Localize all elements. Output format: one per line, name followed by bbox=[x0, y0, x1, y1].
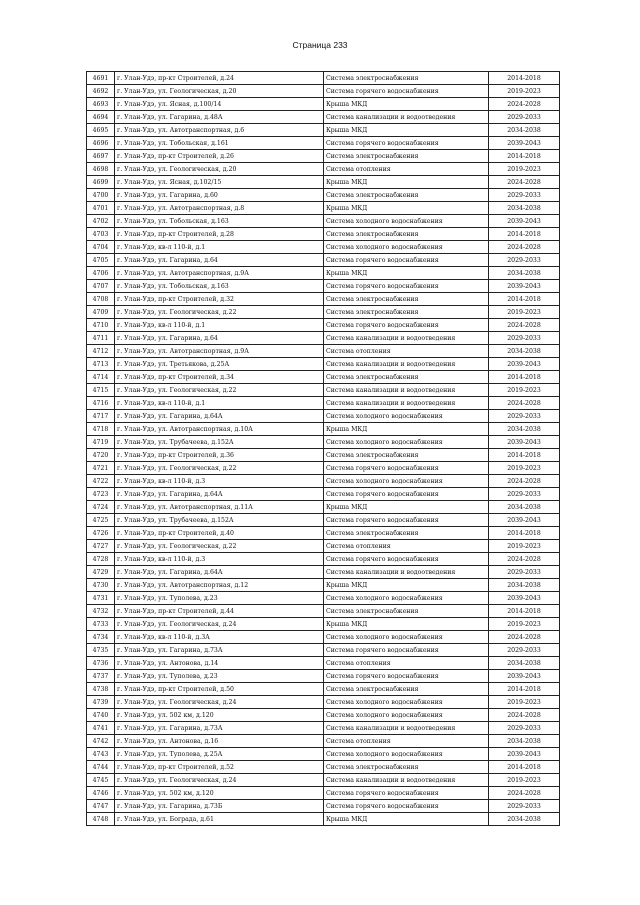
system-cell: Система холодного водоснабжения bbox=[324, 709, 489, 722]
address-cell: г. Улан-Удэ, пр-кт Строителей, д.52 bbox=[115, 761, 324, 774]
table-row bbox=[87, 150, 560, 163]
period-cell: 2019-2023 bbox=[489, 384, 560, 397]
address-cell: г. Улан-Удэ, ул. Тобольская, д.163 bbox=[115, 215, 324, 228]
table-row bbox=[87, 735, 560, 748]
row-number-cell: 4716 bbox=[87, 397, 115, 410]
address-cell: г. Улан-Удэ, ул. Автотранспортная, д.9А bbox=[115, 267, 324, 280]
table-row bbox=[87, 189, 560, 202]
table-row bbox=[87, 592, 560, 605]
period-cell: 2024-2028 bbox=[489, 397, 560, 410]
period-cell: 2039-2043 bbox=[489, 280, 560, 293]
row-number-cell: 4709 bbox=[87, 306, 115, 319]
row-number-cell: 4695 bbox=[87, 124, 115, 137]
system-cell: Крыша МКД bbox=[324, 98, 489, 111]
period-cell: 2029-2033 bbox=[489, 189, 560, 202]
address-cell: г. Улан-Удэ, пр-кт Строителей, д.44 bbox=[115, 605, 324, 618]
period-cell: 2029-2033 bbox=[489, 488, 560, 501]
address-cell: г. Улан-Удэ, ул. Геологическая, д.22 bbox=[115, 540, 324, 553]
address-cell: г. Улан-Удэ, ул. Автотранспортная, д.10А bbox=[115, 423, 324, 436]
row-number-cell: 4691 bbox=[87, 72, 115, 85]
row-number-cell: 4707 bbox=[87, 280, 115, 293]
table-row bbox=[87, 527, 560, 540]
system-cell: Система канализации и водоотведения bbox=[324, 384, 489, 397]
address-cell: г. Улан-Удэ, ул. Геологическая, д.24 bbox=[115, 696, 324, 709]
table-row bbox=[87, 722, 560, 735]
period-cell: 2024-2028 bbox=[489, 631, 560, 644]
period-cell: 2034-2038 bbox=[489, 501, 560, 514]
address-cell: г. Улан-Удэ, ул. 502 км, д.120 bbox=[115, 787, 324, 800]
system-cell: Система горячего водоснабжения bbox=[324, 254, 489, 267]
system-cell: Система электроснабжения bbox=[324, 605, 489, 618]
row-number-cell: 4737 bbox=[87, 670, 115, 683]
address-cell: г. Улан-Удэ, ул. Третьякова, д.25А bbox=[115, 358, 324, 371]
period-cell: 2019-2023 bbox=[489, 85, 560, 98]
row-number-cell: 4706 bbox=[87, 267, 115, 280]
table-row bbox=[87, 540, 560, 553]
system-cell: Крыша МКД bbox=[324, 813, 489, 826]
row-number-cell: 4739 bbox=[87, 696, 115, 709]
table-row bbox=[87, 449, 560, 462]
table-row bbox=[87, 72, 560, 85]
system-cell: Крыша МКД bbox=[324, 423, 489, 436]
address-cell: г. Улан-Удэ, пр-кт Строителей, д.36 bbox=[115, 449, 324, 462]
table-row bbox=[87, 670, 560, 683]
row-number-cell: 4745 bbox=[87, 774, 115, 787]
table-row bbox=[87, 813, 560, 826]
period-cell: 2019-2023 bbox=[489, 540, 560, 553]
table-row bbox=[87, 774, 560, 787]
period-cell: 2039-2043 bbox=[489, 592, 560, 605]
table-row bbox=[87, 800, 560, 813]
table-row bbox=[87, 566, 560, 579]
system-cell: Система отопления bbox=[324, 345, 489, 358]
row-number-cell: 4742 bbox=[87, 735, 115, 748]
address-cell: г. Улан-Удэ, ул. Автотранспортная, д.8 bbox=[115, 202, 324, 215]
system-cell: Система канализации и водоотведения bbox=[324, 332, 489, 345]
address-cell: г. Улан-Удэ, ул. Трубачеева, д.152А bbox=[115, 436, 324, 449]
row-number-cell: 4747 bbox=[87, 800, 115, 813]
system-cell: Система горячего водоснабжения bbox=[324, 800, 489, 813]
address-cell: г. Улан-Удэ, ул. Геологическая, д.20 bbox=[115, 85, 324, 98]
table-row bbox=[87, 462, 560, 475]
period-cell: 2034-2038 bbox=[489, 124, 560, 137]
table-row bbox=[87, 787, 560, 800]
system-cell: Крыша МКД bbox=[324, 579, 489, 592]
address-cell: г. Улан-Удэ, ул. Гагарина, д.48А bbox=[115, 111, 324, 124]
period-cell: 2039-2043 bbox=[489, 748, 560, 761]
period-cell: 2034-2038 bbox=[489, 579, 560, 592]
table-row bbox=[87, 631, 560, 644]
period-cell: 2024-2028 bbox=[489, 319, 560, 332]
table-row bbox=[87, 332, 560, 345]
table-row bbox=[87, 488, 560, 501]
row-number-cell: 4705 bbox=[87, 254, 115, 267]
table-row bbox=[87, 514, 560, 527]
period-cell: 2034-2038 bbox=[489, 423, 560, 436]
system-cell: Система электроснабжения bbox=[324, 228, 489, 241]
address-cell: г. Улан-Удэ, ул. Автотранспортная, д.9А bbox=[115, 345, 324, 358]
address-cell: г. Улан-Удэ, ул. Трубачеева, д.152А bbox=[115, 514, 324, 527]
system-cell: Система горячего водоснабжения bbox=[324, 514, 489, 527]
table-row bbox=[87, 761, 560, 774]
period-cell: 2029-2033 bbox=[489, 566, 560, 579]
row-number-cell: 4722 bbox=[87, 475, 115, 488]
table-row bbox=[87, 98, 560, 111]
row-number-cell: 4701 bbox=[87, 202, 115, 215]
row-number-cell: 4713 bbox=[87, 358, 115, 371]
table-row bbox=[87, 202, 560, 215]
system-cell: Система холодного водоснабжения bbox=[324, 241, 489, 254]
table-row bbox=[87, 657, 560, 670]
system-cell: Система холодного водоснабжения bbox=[324, 748, 489, 761]
row-number-cell: 4718 bbox=[87, 423, 115, 436]
period-cell: 2014-2018 bbox=[489, 293, 560, 306]
system-cell: Система отопления bbox=[324, 540, 489, 553]
address-cell: г. Улан-Удэ, ул. Гагарина, д.73Б bbox=[115, 800, 324, 813]
table-row bbox=[87, 423, 560, 436]
system-cell: Система горячего водоснабжения bbox=[324, 319, 489, 332]
system-cell: Система электроснабжения bbox=[324, 761, 489, 774]
system-cell: Система электроснабжения bbox=[324, 449, 489, 462]
address-cell: г. Улан-Удэ, ул. Геологическая, д.24 bbox=[115, 618, 324, 631]
address-cell: г. Улан-Удэ, ул. Автотранспортная, д.11А bbox=[115, 501, 324, 514]
period-cell: 2034-2038 bbox=[489, 267, 560, 280]
table-row bbox=[87, 254, 560, 267]
address-cell: г. Улан-Удэ, ул. 502 км, д.120 bbox=[115, 709, 324, 722]
address-cell: г. Улан-Удэ, ул. Геологическая, д.22 bbox=[115, 462, 324, 475]
row-number-cell: 4697 bbox=[87, 150, 115, 163]
table-row bbox=[87, 293, 560, 306]
row-number-cell: 4714 bbox=[87, 371, 115, 384]
address-cell: г. Улан-Удэ, ул. Гагарина, д.64А bbox=[115, 566, 324, 579]
period-cell: 2014-2018 bbox=[489, 150, 560, 163]
period-cell: 2024-2028 bbox=[489, 553, 560, 566]
address-cell: г. Улан-Удэ, ул. Гагарина, д.73А bbox=[115, 722, 324, 735]
table-row bbox=[87, 436, 560, 449]
row-number-cell: 4729 bbox=[87, 566, 115, 579]
system-cell: Система канализации и водоотведения bbox=[324, 566, 489, 579]
row-number-cell: 4694 bbox=[87, 111, 115, 124]
table-row bbox=[87, 618, 560, 631]
registry-table bbox=[86, 71, 560, 826]
address-cell: г. Улан-Удэ, ул. Антонова, д.16 bbox=[115, 735, 324, 748]
system-cell: Система холодного водоснабжения bbox=[324, 475, 489, 488]
address-cell: г. Улан-Удэ, пр-кт Строителей, д.50 bbox=[115, 683, 324, 696]
period-cell: 2024-2028 bbox=[489, 241, 560, 254]
period-cell: 2024-2028 bbox=[489, 787, 560, 800]
row-number-cell: 4731 bbox=[87, 592, 115, 605]
system-cell: Система горячего водоснабжения bbox=[324, 85, 489, 98]
system-cell: Крыша МКД bbox=[324, 267, 489, 280]
period-cell: 2039-2043 bbox=[489, 514, 560, 527]
period-cell: 2034-2038 bbox=[489, 735, 560, 748]
period-cell: 2019-2023 bbox=[489, 163, 560, 176]
system-cell: Система электроснабжения bbox=[324, 527, 489, 540]
address-cell: г. Улан-Удэ, кв-л 110-й, д.3А bbox=[115, 631, 324, 644]
address-cell: г. Улан-Удэ, ул. Гагарина, д.64А bbox=[115, 488, 324, 501]
period-cell: 2014-2018 bbox=[489, 371, 560, 384]
system-cell: Система горячего водоснабжения bbox=[324, 787, 489, 800]
row-number-cell: 4736 bbox=[87, 657, 115, 670]
address-cell: г. Улан-Удэ, ул. Геологическая, д.24 bbox=[115, 774, 324, 787]
address-cell: г. Улан-Удэ, ул. Гагарина, д.64 bbox=[115, 332, 324, 345]
period-cell: 2029-2033 bbox=[489, 332, 560, 345]
period-cell: 2034-2038 bbox=[489, 202, 560, 215]
address-cell: г. Улан-Удэ, пр-кт Строителей, д.34 bbox=[115, 371, 324, 384]
table-row bbox=[87, 748, 560, 761]
address-cell: г. Улан-Удэ, ул. Геологическая, д.20 bbox=[115, 163, 324, 176]
row-number-cell: 4711 bbox=[87, 332, 115, 345]
table-row bbox=[87, 696, 560, 709]
address-cell: г. Улан-Удэ, ул. Ясная, д.102/15 bbox=[115, 176, 324, 189]
table-row bbox=[87, 371, 560, 384]
table-row bbox=[87, 176, 560, 189]
period-cell: 2029-2033 bbox=[489, 800, 560, 813]
system-cell: Система канализации и водоотведения bbox=[324, 397, 489, 410]
row-number-cell: 4696 bbox=[87, 137, 115, 150]
period-cell: 2039-2043 bbox=[489, 436, 560, 449]
row-number-cell: 4702 bbox=[87, 215, 115, 228]
table-row bbox=[87, 163, 560, 176]
period-cell: 2039-2043 bbox=[489, 358, 560, 371]
period-cell: 2014-2018 bbox=[489, 527, 560, 540]
system-cell: Крыша МКД bbox=[324, 501, 489, 514]
table-row bbox=[87, 384, 560, 397]
system-cell: Система канализации и водоотведения bbox=[324, 722, 489, 735]
system-cell: Система отопления bbox=[324, 735, 489, 748]
row-number-cell: 4733 bbox=[87, 618, 115, 631]
address-cell: г. Улан-Удэ, пр-кт Строителей, д.40 bbox=[115, 527, 324, 540]
address-cell: г. Улан-Удэ, ул. Гагарина, д.73А bbox=[115, 644, 324, 657]
row-number-cell: 4724 bbox=[87, 501, 115, 514]
address-cell: г. Улан-Удэ, ул. Гагарина, д.64А bbox=[115, 410, 324, 423]
row-number-cell: 4721 bbox=[87, 462, 115, 475]
row-number-cell: 4748 bbox=[87, 813, 115, 826]
period-cell: 2024-2028 bbox=[489, 709, 560, 722]
table-row bbox=[87, 85, 560, 98]
row-number-cell: 4735 bbox=[87, 644, 115, 657]
row-number-cell: 4744 bbox=[87, 761, 115, 774]
address-cell: г. Улан-Удэ, ул. Бограда, д.61 bbox=[115, 813, 324, 826]
address-cell: г. Улан-Удэ, ул. Туполева, д.25А bbox=[115, 748, 324, 761]
period-cell: 2024-2028 bbox=[489, 475, 560, 488]
period-cell: 2014-2018 bbox=[489, 683, 560, 696]
address-cell: г. Улан-Удэ, кв-л 110-й, д.1 bbox=[115, 241, 324, 254]
row-number-cell: 4704 bbox=[87, 241, 115, 254]
row-number-cell: 4746 bbox=[87, 787, 115, 800]
system-cell: Система отопления bbox=[324, 657, 489, 670]
system-cell: Крыша МКД bbox=[324, 202, 489, 215]
system-cell: Система отопления bbox=[324, 163, 489, 176]
address-cell: г. Улан-Удэ, ул. Автотранспортная, д.6 bbox=[115, 124, 324, 137]
row-number-cell: 4693 bbox=[87, 98, 115, 111]
period-cell: 2039-2043 bbox=[489, 137, 560, 150]
address-cell: г. Улан-Удэ, кв-л 110-й, д.3 bbox=[115, 475, 324, 488]
system-cell: Система горячего водоснабжения bbox=[324, 488, 489, 501]
address-cell: г. Улан-Удэ, ул. Туполева, д.23 bbox=[115, 592, 324, 605]
row-number-cell: 4712 bbox=[87, 345, 115, 358]
table-row bbox=[87, 605, 560, 618]
table-row bbox=[87, 306, 560, 319]
system-cell: Система горячего водоснабжения bbox=[324, 670, 489, 683]
period-cell: 2014-2018 bbox=[489, 72, 560, 85]
period-cell: 2029-2033 bbox=[489, 722, 560, 735]
system-cell: Система электроснабжения bbox=[324, 189, 489, 202]
period-cell: 2019-2023 bbox=[489, 462, 560, 475]
table-row bbox=[87, 228, 560, 241]
system-cell: Система холодного водоснабжения bbox=[324, 696, 489, 709]
row-number-cell: 4715 bbox=[87, 384, 115, 397]
row-number-cell: 4703 bbox=[87, 228, 115, 241]
period-cell: 2014-2018 bbox=[489, 605, 560, 618]
address-cell: г. Улан-Удэ, ул. Тобольская, д.161 bbox=[115, 137, 324, 150]
address-cell: г. Улан-Удэ, кв-л 110-й, д.1 bbox=[115, 397, 324, 410]
row-number-cell: 4728 bbox=[87, 553, 115, 566]
table-row bbox=[87, 124, 560, 137]
period-cell: 2029-2033 bbox=[489, 644, 560, 657]
system-cell: Система холодного водоснабжения bbox=[324, 631, 489, 644]
system-cell: Система горячего водоснабжения bbox=[324, 462, 489, 475]
address-cell: г. Улан-Удэ, ул. Гагарина, д.60 bbox=[115, 189, 324, 202]
period-cell: 2039-2043 bbox=[489, 670, 560, 683]
table-row bbox=[87, 358, 560, 371]
system-cell: Система электроснабжения bbox=[324, 683, 489, 696]
row-number-cell: 4717 bbox=[87, 410, 115, 423]
period-cell: 2034-2038 bbox=[489, 657, 560, 670]
table-row bbox=[87, 709, 560, 722]
address-cell: г. Улан-Удэ, пр-кт Строителей, д.28 bbox=[115, 228, 324, 241]
row-number-cell: 4726 bbox=[87, 527, 115, 540]
system-cell: Система горячего водоснабжения bbox=[324, 644, 489, 657]
table-row bbox=[87, 683, 560, 696]
system-cell: Крыша МКД bbox=[324, 124, 489, 137]
table-row bbox=[87, 410, 560, 423]
row-number-cell: 4738 bbox=[87, 683, 115, 696]
row-number-cell: 4699 bbox=[87, 176, 115, 189]
system-cell: Система холодного водоснабжения bbox=[324, 436, 489, 449]
system-cell: Система холодного водоснабжения bbox=[324, 592, 489, 605]
period-cell: 2014-2018 bbox=[489, 449, 560, 462]
period-cell: 2019-2023 bbox=[489, 774, 560, 787]
row-number-cell: 4725 bbox=[87, 514, 115, 527]
system-cell: Система канализации и водоотведения bbox=[324, 111, 489, 124]
table-row bbox=[87, 215, 560, 228]
address-cell: г. Улан-Удэ, ул. Тобольская, д.163 bbox=[115, 280, 324, 293]
system-cell: Система холодного водоснабжения bbox=[324, 215, 489, 228]
period-cell: 2034-2038 bbox=[489, 345, 560, 358]
system-cell: Система горячего водоснабжения bbox=[324, 137, 489, 150]
address-cell: г. Улан-Удэ, пр-кт Строителей, д.24 bbox=[115, 72, 324, 85]
system-cell: Крыша МКД bbox=[324, 176, 489, 189]
system-cell: Система электроснабжения bbox=[324, 293, 489, 306]
table-row bbox=[87, 111, 560, 124]
row-number-cell: 4730 bbox=[87, 579, 115, 592]
row-number-cell: 4743 bbox=[87, 748, 115, 761]
period-cell: 2029-2033 bbox=[489, 410, 560, 423]
period-cell: 2039-2043 bbox=[489, 215, 560, 228]
system-cell: Крыша МКД bbox=[324, 618, 489, 631]
address-cell: г. Улан-Удэ, ул. Антонова, д.14 bbox=[115, 657, 324, 670]
period-cell: 2019-2023 bbox=[489, 618, 560, 631]
row-number-cell: 4719 bbox=[87, 436, 115, 449]
period-cell: 2019-2023 bbox=[489, 306, 560, 319]
row-number-cell: 4740 bbox=[87, 709, 115, 722]
system-cell: Система канализации и водоотведения bbox=[324, 358, 489, 371]
table-row bbox=[87, 345, 560, 358]
row-number-cell: 4720 bbox=[87, 449, 115, 462]
row-number-cell: 4700 bbox=[87, 189, 115, 202]
period-cell: 2014-2018 bbox=[489, 761, 560, 774]
address-cell: г. Улан-Удэ, пр-кт Строителей, д.32 bbox=[115, 293, 324, 306]
table-row bbox=[87, 319, 560, 332]
page-title: Страница 233 bbox=[292, 40, 348, 50]
period-cell: 2029-2033 bbox=[489, 111, 560, 124]
address-cell: г. Улан-Удэ, ул. Геологическая, д.22 bbox=[115, 306, 324, 319]
address-cell: г. Улан-Удэ, ул. Туполева, д.23 bbox=[115, 670, 324, 683]
address-cell: г. Улан-Удэ, кв-л 110-й, д.1 bbox=[115, 319, 324, 332]
table-row bbox=[87, 397, 560, 410]
system-cell: Система электроснабжения bbox=[324, 371, 489, 384]
system-cell: Система горячего водоснабжения bbox=[324, 553, 489, 566]
table-row bbox=[87, 475, 560, 488]
row-number-cell: 4734 bbox=[87, 631, 115, 644]
address-cell: г. Улан-Удэ, ул. Гагарина, д.64 bbox=[115, 254, 324, 267]
row-number-cell: 4692 bbox=[87, 85, 115, 98]
address-cell: г. Улан-Удэ, ул. Ясная, д.100/14 bbox=[115, 98, 324, 111]
period-cell: 2014-2018 bbox=[489, 228, 560, 241]
table-row bbox=[87, 241, 560, 254]
system-cell: Система электроснабжения bbox=[324, 72, 489, 85]
system-cell: Система электроснабжения bbox=[324, 150, 489, 163]
table-row bbox=[87, 579, 560, 592]
period-cell: 2019-2023 bbox=[489, 696, 560, 709]
system-cell: Система холодного водоснабжения bbox=[324, 410, 489, 423]
address-cell: г. Улан-Удэ, кв-л 110-й, д.3 bbox=[115, 553, 324, 566]
table-row bbox=[87, 280, 560, 293]
period-cell: 2024-2028 bbox=[489, 98, 560, 111]
period-cell: 2034-2038 bbox=[489, 813, 560, 826]
table-row bbox=[87, 267, 560, 280]
address-cell: г. Улан-Удэ, ул. Автотранспортная, д.12 bbox=[115, 579, 324, 592]
period-cell: 2024-2028 bbox=[489, 176, 560, 189]
system-cell: Система горячего водоснабжения bbox=[324, 280, 489, 293]
row-number-cell: 4698 bbox=[87, 163, 115, 176]
system-cell: Система электроснабжения bbox=[324, 306, 489, 319]
row-number-cell: 4723 bbox=[87, 488, 115, 501]
row-number-cell: 4741 bbox=[87, 722, 115, 735]
table-body bbox=[87, 72, 560, 826]
table-row bbox=[87, 137, 560, 150]
row-number-cell: 4727 bbox=[87, 540, 115, 553]
address-cell: г. Улан-Удэ, ул. Геологическая, д.22 bbox=[115, 384, 324, 397]
row-number-cell: 4710 bbox=[87, 319, 115, 332]
table-row bbox=[87, 501, 560, 514]
row-number-cell: 4708 bbox=[87, 293, 115, 306]
period-cell: 2029-2033 bbox=[489, 254, 560, 267]
system-cell: Система канализации и водоотведения bbox=[324, 774, 489, 787]
table-row bbox=[87, 644, 560, 657]
address-cell: г. Улан-Удэ, пр-кт Строителей, д.26 bbox=[115, 150, 324, 163]
row-number-cell: 4732 bbox=[87, 605, 115, 618]
table-row bbox=[87, 553, 560, 566]
